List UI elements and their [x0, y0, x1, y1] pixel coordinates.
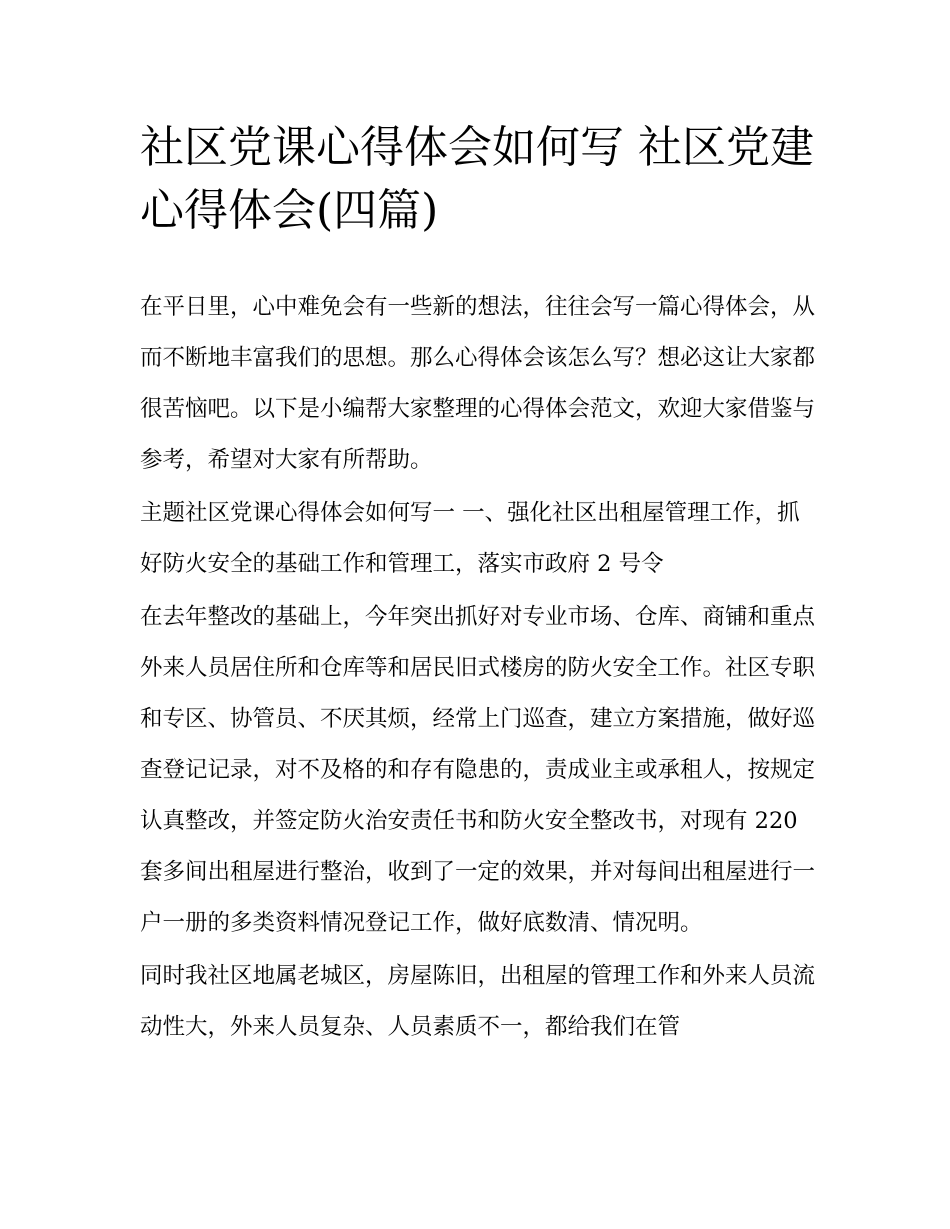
intro-paragraph: 在平日里，心中难免会有一些新的想法，往往会写一篇心得体会，从而不断地丰富我们的思想。那么心得体会该怎么写？想必这让大家都很苦恼吧。以下是小编帮大家整理的心得体会范文，欢迎大家借鉴与参考，希望对大家有所帮助。: [140, 294, 816, 473]
document-body: [140, 282, 820, 1055]
body-paragraph: 在去年整改的基础上，今年突出抓好对专业市场、仓库、商铺和重点外来人员居住所和仓库等和居民旧式楼房的防火安全工作。社区专职和专区、协管员、不厌其烦，经常上门巡查，建立方案措施，做好巡查登记记录，对不及格的和存有隐患的，责成业主或承租人，按规定认真整改，并签定防火治安责任书和防火安全整改书，对现有 220 套多间出租屋进行整治，收到了一定的效果，并对每间出租屋进行一户一册的多类资料情况登记工作，做好底数清、情况明。: [140, 604, 816, 936]
section-heading-paragraph: 主题社区党课心得体会如何写一 一、强化社区出租屋管理工作，抓好防火安全的基础工作和管理工，落实市政府 2 号令: [140, 500, 800, 577]
document-title: 社区党课心得体会如何写 社区党建心得体会(四篇): [140, 122, 814, 236]
body-paragraph: 同时我社区地属老城区，房屋陈旧，出租屋的管理工作和外来人员流动性大，外来人员复杂、人员素质不一，都给我们在管: [140, 963, 816, 1040]
